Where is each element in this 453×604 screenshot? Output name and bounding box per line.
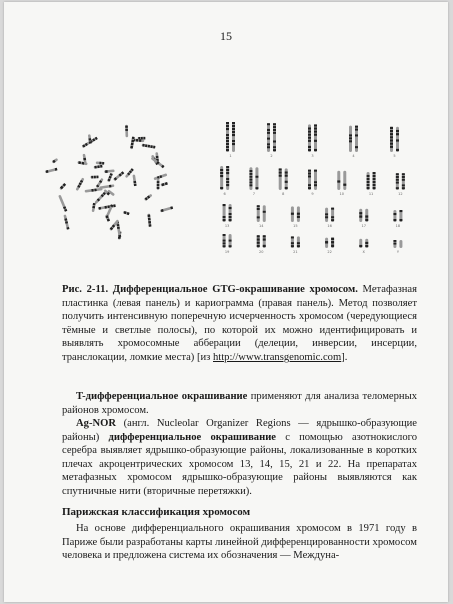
spread-chromosome [125,168,134,178]
karyotype-chromosome [331,238,334,248]
karyotype-chromosome [390,127,393,152]
karyotype-label: 16 [327,224,332,228]
spread-chromosome [63,214,69,229]
spread-chromosome [147,214,151,227]
karyotype-chromosome [267,123,270,152]
karyotype-chromosome [359,239,362,248]
karyotype-chromosome [291,236,294,248]
spread-chromosome [96,161,105,164]
karyotype-chromosome [402,173,405,190]
karyotype-chromosome [257,235,260,248]
karyotype-label: 6 [223,192,226,196]
karyotype-label: 15 [293,224,298,228]
karyotype-chromosome [257,205,260,222]
ag-nor-term-2: дифференциальное окрашивание [108,431,277,443]
karyotype-label: 2 [270,154,273,158]
karyotype-chromosome [343,171,346,190]
ag-nor-text-2: с помощью азотнокислого серебра выявляет ядрышко-образующие районы, локализованные в коротких плечах акроцентрических хромосом 13, 14, 15, 21 и 22. На препаратах метафазных хромосом ядрышко-образующие районы выявляются как спутничные нити (вторичные перетяжки). [62,431,418,497]
karyotype-chromosome [396,127,399,152]
spread-chromosome [58,195,67,212]
karyotype-label: 18 [395,224,401,228]
karyotype-chromosome [285,168,288,190]
karyotype-chromosome [308,170,311,190]
ag-nor-text-1: (англ. Nucleolar Organizer Regions — ядрышко-образующие районы) [62,418,417,443]
spread-chromosome [52,158,59,164]
spread-chromosome [59,183,66,190]
section-paragraph: На основе дифференциального окрашивания хромосом в 1971 году в Париже были разработаны карты линейной дифференцированности хромосом человека и предложена система их обозначения — Междуна- [62,523,417,561]
caption-body: Метафазная пластинка (левая панель) и кариограмма (правая панель). Метод позволяет получить интенсивную поперечную исчерченность хромосом (чередующиеся тёмные и светлые полосы), по которой их можно идентифицировать и выявлять хромосомные абберации (делеции, инверсии, инсерции, транслокации, ломкие места) [из [62,284,417,363]
spread-chromosome [153,173,167,180]
karyotype-label: 1 [229,154,232,158]
karyotype-chromosome [226,122,229,152]
karyotype-label: 20 [259,250,264,254]
karyotype-chromosome [325,208,328,222]
karyotype-chromosome [229,204,232,222]
karyotype-label: 3 [311,154,314,158]
karyotype-label: 21 [293,250,298,254]
karyotype-chromosome [349,126,352,152]
karyotype-label: 10 [339,192,345,196]
page-number: 15 [220,29,232,43]
karyogram [220,122,405,254]
karyotype-label: Y [396,250,399,254]
spread-chromosome [98,204,116,210]
chromosome-figure-image [42,122,422,272]
karyotype-chromosome [223,234,226,248]
spread-chromosome [90,176,98,179]
caption-title: Рис. 2-11. Дифференциальное GTG-окрашивание хромосом. [62,284,358,295]
karyotype-chromosome [226,166,229,190]
spread-chromosome [144,194,153,201]
karyotype-label: 5 [393,154,396,158]
book-page [4,2,448,602]
karyotype-chromosome [314,170,317,190]
caption-link[interactable]: http://www.transgenomic.com [213,351,342,363]
karyotype-chromosome [325,238,328,248]
karyotype-chromosome [297,206,300,222]
paragraph-ag-nor [62,417,417,498]
karyotype-chromosome [297,236,300,248]
karyotype-label: 22 [327,250,332,254]
karyotype-chromosome [355,126,358,152]
karyotype-chromosome [314,124,317,152]
karyotype-chromosome [291,206,294,222]
karyotype-label: 11 [368,192,374,196]
karyotype-chromosome [365,209,368,222]
karyotype-chromosome [249,167,252,190]
karyotype-chromosome [365,239,368,248]
karyotype-chromosome [220,166,223,190]
karyotype-label: 19 [224,250,230,254]
spread-chromosome [107,173,113,182]
karyotype-chromosome [279,168,282,190]
spread-chromosome [157,178,160,190]
karyotype-label: 7 [252,192,256,196]
karyotype-label: 17 [361,224,366,228]
spread-chromosome [45,168,58,174]
karyotype-chromosome [399,240,402,248]
karyotype-chromosome [255,167,258,190]
figure-caption [62,283,417,365]
karyotype-chromosome [393,210,396,222]
spread-chromosome [94,165,103,169]
karyotype-chromosome [337,171,340,190]
spread-chromosome [160,182,167,187]
spread-chromosome [76,177,85,191]
spread-chromosome [123,211,130,215]
figure-gtg-banding [42,122,422,272]
karyotype-label: X [362,250,365,254]
spread-chromosome [132,174,136,186]
t-staining-term: T-дифференциальное окрашивание [76,391,248,402]
karyotype-chromosome [393,240,396,248]
karyotype-chromosome [367,172,370,190]
karyotype-chromosome [232,122,235,152]
karyotype-chromosome [263,205,266,222]
section-heading: Парижская классификация хромосом [62,506,251,518]
karyotype-chromosome [399,210,402,222]
karyotype-label: 12 [398,192,403,196]
karyotype-label: 14 [259,224,264,228]
karyotype-label: 13 [224,224,230,228]
spread-chromosome [92,203,96,212]
spread-chromosome [113,171,124,181]
karyotype-chromosome [331,208,334,222]
t-staining-text: применяют для анализа теломерных районов хромосом. [62,391,417,416]
karyotype-chromosome [263,235,266,248]
karyotype-chromosome [396,173,399,190]
metaphase-spread [45,125,173,240]
karyotype-label: 4 [352,154,355,158]
ag-nor-term: Ag-NOR [76,418,117,429]
karyotype-chromosome [308,124,311,152]
karyotype-chromosome [223,204,226,222]
paragraph-t-staining [62,390,417,417]
spread-chromosome [130,137,135,150]
spread-chromosome [125,125,128,138]
spread-chromosome [160,206,173,212]
karyotype-chromosome [273,123,276,152]
karyotype-chromosome [373,172,376,190]
karyotype-chromosome [359,209,362,222]
karyotype-label: 8 [282,192,285,196]
caption-end: ]. [341,351,348,363]
karyotype-chromosome [229,234,232,248]
spread-chromosome [142,144,156,149]
spread-chromosome [99,184,114,189]
karyotype-label: 9 [311,192,314,196]
spread-chromosome [104,169,115,173]
